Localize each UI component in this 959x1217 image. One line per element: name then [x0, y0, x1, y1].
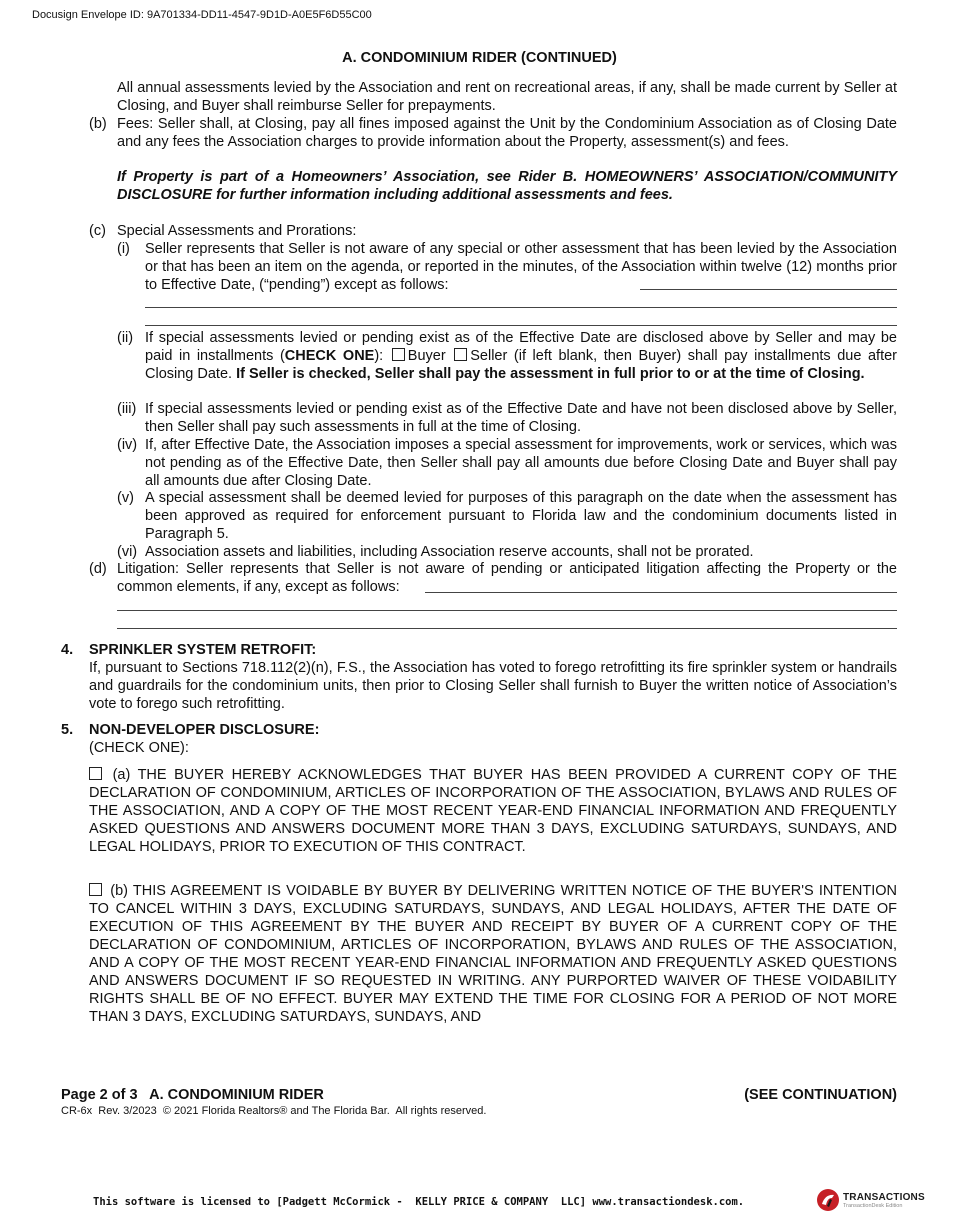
- section-4-heading: SPRINKLER SYSTEM RETROFIT:: [89, 642, 317, 658]
- item-c-iii-label: (iii): [117, 401, 137, 417]
- item-c-heading: Special Assessments and Prorations:: [117, 223, 357, 239]
- section-4-text: If, pursuant to Sections 718.112(2)(n), F.S., the Association has voted to forego retrofitting its fire sprinkler system or handrails and guardrails for the condominium units, then prior to Closing Seller shall furnish to Buyer the written notice of Association’s vote to forego such retrofitting.: [89, 660, 897, 712]
- hoa-note: If Property is part of a Homeowners’ Association, see Rider B. HOMEOWNERS’ ASSOCIATION/COMMUNITY DISCLOSURE for further information including additional assessments and fees.: [117, 169, 897, 203]
- item-c-i-label: (i): [117, 241, 130, 257]
- item-c-iii-text: If special assessments levied or pending exist as of the Effective Date and have not been disclosed above by Seller, then Seller shall pay such assessments in full at the time of Closing.: [145, 401, 897, 435]
- item-d-label: (d): [89, 561, 107, 577]
- transactions-logo: [815, 1190, 935, 1212]
- pending-assessment-line-1[interactable]: [640, 289, 897, 290]
- item-c-ii-label: (ii): [117, 330, 134, 346]
- section-5-check-one: (CHECK ONE):: [89, 740, 189, 756]
- footer-page-number: Page 2 of 3 A. CONDOMINIUM RIDER: [61, 1087, 324, 1103]
- option-a-paragraph: [89, 766, 897, 856]
- page-title: A. CONDOMINIUM RIDER (CONTINUED): [342, 50, 617, 66]
- item-c-vi-text: Association assets and liabilities, including Association reserve accounts, shall not be prorated.: [145, 544, 754, 560]
- logo-subtitle: TransactionDesk Edition: [843, 1203, 903, 1209]
- footer-see-continuation: (SEE CONTINUATION): [744, 1087, 897, 1103]
- item-c-label: (c): [89, 223, 106, 239]
- option-b-text: (b) THIS AGREEMENT IS VOIDABLE BY BUYER BY DELIVERING WRITTEN NOTICE OF THE BUYER'S INTENTION TO CANCEL WITHIN 3 DAYS, EXCLUDING SATURDAYS, SUNDAYS, AND LEGAL HOLIDAYS, AFTER THE DATE OF EXECUTION OF THIS AGREEMENT BY THE BUYER AND RECEIPT BY BUYER OF A CURRENT COPY OF THE DECLARATION OF CONDOMINIUM, ARTICLES OF INCORPORATION, BYLAWS AND RULES OF THE ASSOCIATION, AND A COPY OF THE MOST RECENT YEAR-END FINANCIAL INFORMATION AND FREQUENTLY ASKED QUESTIONS AND ANSWERS DOCUMENT IF SO REQUESTED IN WRITING. ANY PURPORTED WAIVER OF THESE VOIDABILITY RIGHTS SHALL BE OF NO EFFECT. BUYER MAY EXTEND THE TIME FOR CLOSING FOR A PERIOD OF NOT MORE THAN 3 DAYS, EXCLUDING SATURDAYS, SUNDAYS, AND: [89, 883, 898, 1025]
- buyer-checkbox[interactable]: [392, 348, 405, 361]
- item-c-ii-part2: ):: [374, 348, 384, 364]
- seller-checkbox[interactable]: [454, 348, 467, 361]
- transactions-logo-icon: [815, 1188, 841, 1212]
- footer-revision: CR-6x Rev. 3/2023 © 2021 Florida Realtors® and The Florida Bar. All rights reserved.: [61, 1105, 487, 1117]
- item-c-ii-text: [145, 329, 897, 383]
- item-c-vi-label: (vi): [117, 544, 138, 560]
- item-b-fees: Fees: Seller shall, at Closing, pay all fines imposed against the Unit by the Condominium Association as of Closing Date and any fees the Association charges to provide information about the Property, assessment(s) and fees.: [117, 116, 897, 150]
- seller-option-label: Seller (if left blank, then Buyer) shall pay installments due after Closing Date.: [145, 348, 898, 382]
- logo-name: TRANSACTIONS: [843, 1192, 925, 1203]
- envelope-id: Docusign Envelope ID: 9A701334-DD11-4547-9D1D-A0E5F6D55C00: [32, 9, 372, 21]
- item-c-iv-text: If, after Effective Date, the Association imposes a special assessment for improvements, work or services, which was not pending as of the Effective Date, then Seller shall pay all amounts due before Closing Date and Buyer shall pay all amounts due after Closing Date.: [145, 437, 897, 489]
- intro-paragraph: All annual assessments levied by the Association and rent on recreational areas, if any, shall be made current by Seller at Closing, and Buyer shall reimburse Seller for prepayments.: [117, 80, 897, 114]
- litigation-line-1[interactable]: [425, 592, 897, 593]
- item-c-ii-check-one: CHECK ONE: [284, 348, 375, 364]
- item-c-iv-label: (iv): [117, 437, 138, 453]
- item-c-ii-bold: If Seller is checked, Seller shall pay the assessment in full prior to or at the time of Closing.: [236, 366, 865, 382]
- item-c-ii-part1: If special assessments levied or pending exist as of the Effective Date are disclosed above by Seller and may be paid in installments (: [145, 330, 897, 364]
- buyer-option-label: Buyer: [407, 348, 446, 364]
- pending-assessment-line-2[interactable]: [145, 307, 897, 308]
- section-5-number: 5.: [61, 722, 74, 738]
- item-d-text: Litigation: Seller represents that Seller is not aware of pending or anticipated litigation affecting the Property or the common elements, if any, except as follows:: [117, 561, 897, 595]
- item-b-label: (b): [89, 116, 107, 132]
- item-c-v-text: A special assessment shall be deemed levied for purposes of this paragraph on the date when the assessment has been approved as required for enforcement pursuant to Florida law and the condominium documents listed in Paragraph 5.: [145, 490, 897, 542]
- item-c-v-label: (v): [117, 490, 134, 506]
- litigation-line-2[interactable]: [117, 610, 897, 611]
- section-4-number: 4.: [61, 642, 74, 658]
- option-b-checkbox[interactable]: [89, 883, 102, 896]
- item-c-i-text: Seller represents that Seller is not aware of any special or other assessment that has been levied by the Association or that has been an item on the agenda, or reported in the minutes, of the Association within twelve (12) months prior to Effective Date, (“pending”) except as follows:: [145, 241, 897, 293]
- section-5-heading: NON-DEVELOPER DISCLOSURE:: [89, 722, 320, 738]
- litigation-line-3[interactable]: [117, 628, 897, 629]
- pending-assessment-line-3[interactable]: [145, 325, 897, 326]
- option-a-checkbox[interactable]: [89, 767, 102, 780]
- option-a-text: (a) THE BUYER HEREBY ACKNOWLEDGES THAT BUYER HAS BEEN PROVIDED A CURRENT COPY OF THE DECLARATION OF CONDOMINIUM, ARTICLES OF INCORPORATION OF THE ASSOCIATION, BYLAWS AND RULES OF THE ASSOCIATION, AND A COPY OF THE MOST RECENT YEAR-END FINANCIAL INFORMATION AND FREQUENTLY ASKED QUESTIONS AND ANSWERS DOCUMENT MORE THAN 3 DAYS, EXCLUDING SATURDAYS, SUNDAYS, AND LEGAL HOLIDAYS, PRIOR TO EXECUTION OF THIS CONTRACT.: [89, 767, 897, 855]
- license-notice: This software is licensed to [Padgett McCormick - KELLY PRICE & COMPANY LLC] www.transactiondesk.com.: [93, 1196, 745, 1208]
- option-b-paragraph: [89, 882, 897, 1026]
